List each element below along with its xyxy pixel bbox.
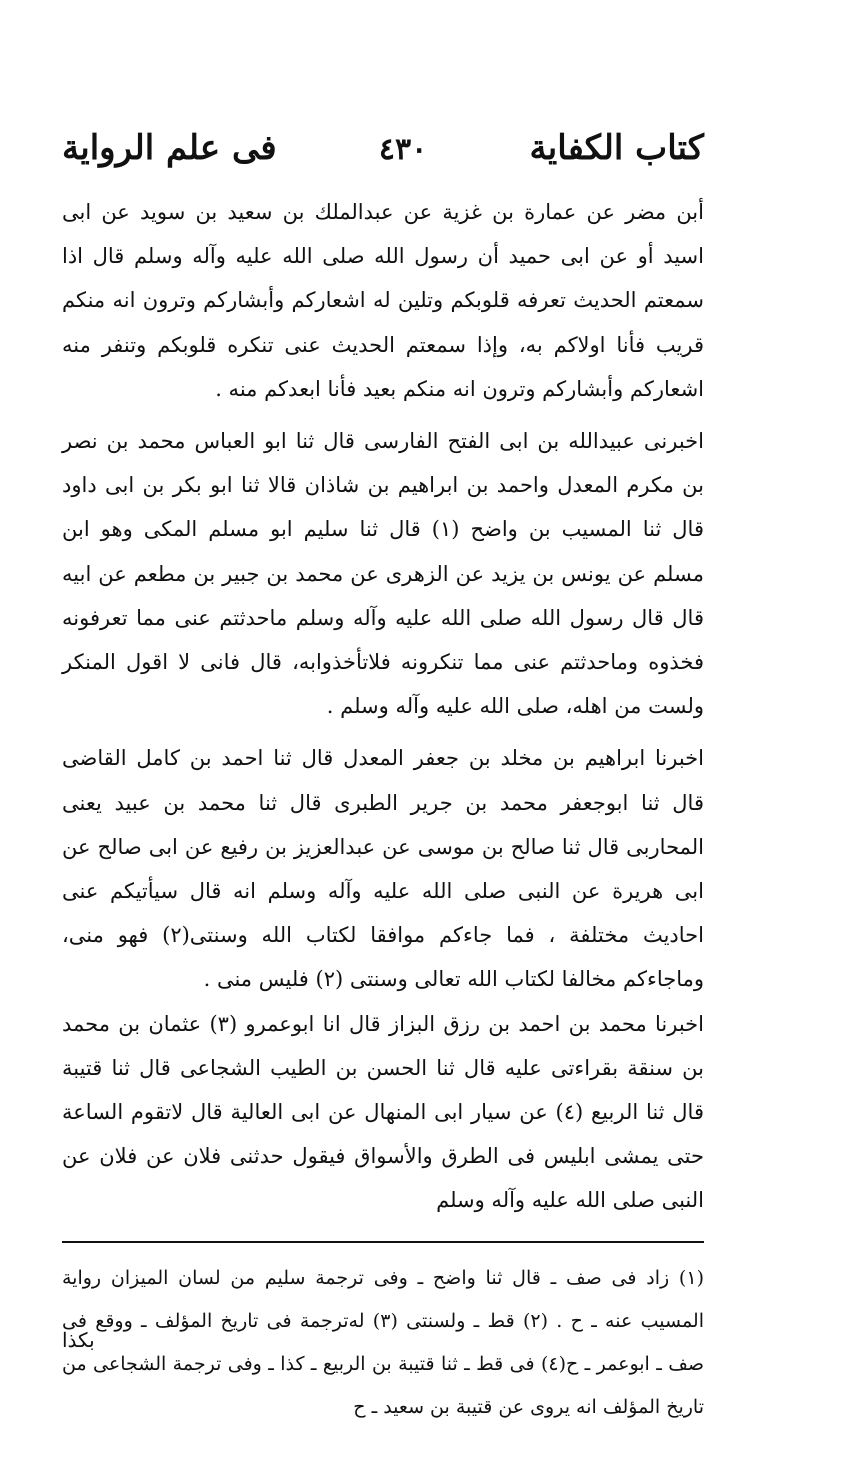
book-title: كتاب الكفاية bbox=[529, 128, 704, 168]
subject-title: فى علم الرواية bbox=[62, 128, 277, 168]
footnote-divider bbox=[62, 1241, 704, 1243]
paragraph: أبن مضر عن عمارة بن غزية عن عبدالملك بن سعيد بن سويد عن ابى اسيد أو عن ابى حميد أن رسول الله صلى الله عليه وآله وسلم قال اذا سمعتم الحديث تعرفه قلوبكم وتلين له اشعاركم وأبشاركم وترون انه منكم قريب فأنا اولاكم به، وإذا سمعتم الحديث عنى تنكره قلوبكم وتنفر منه اشعاركم وأبشاركم وترون انه منكم بعيد فأنا ابعدكم منه . bbox=[62, 200, 704, 401]
footnotes bbox=[62, 1257, 704, 1429]
main-text bbox=[62, 190, 704, 1223]
paragraph: اخبرنا ابراهيم بن مخلد بن جعفر المعدل قال ثنا احمد بن كامل القاضى قال ثنا ابوجعفر محمد بن جرير الطبرى قال ثنا محمد بن عبيد يعنى المحاربى قال ثنا صالح بن موسى عن عبدالعزيز بن رفيع عن ابى صالح عن ابى هريرة عن النبى صلى الله عليه وآله وسلم انه قال سيأتيكم عنى احاديث مختلفة ، فما جاءكم موافقا لكتاب الله وسنتى(٢) فهو منى، وماجاءكم مخالفا لكتاب الله تعالى وسنتى (٢) فليس منى . bbox=[62, 746, 704, 992]
footnote: (١) زاد فى صف ـ قال ثنا واضح ـ وفى ترجمة سليم من لسان الميزان رواية المسيب عنه ـ ح . (٢) قط ـ ولسنتى (٣) لەترجمة فى تاريخ المؤلف ـ ووقع فى صف ـ ابوعمر ـ ح(٤) فى قط ـ ثنا قتيبة بن الربيع ـ كذا ـ وفى ترجمة الشجاعى من تاريخ المؤلف انه يروى عن قتيبة بن سعيد ـ ح bbox=[62, 1266, 705, 1418]
running-header bbox=[62, 128, 704, 190]
page-number: ٤٣٠ bbox=[378, 132, 428, 167]
paragraph: اخبرنى عبيدالله بن ابى الفتح الفارسى قال ثنا ابو العباس محمد بن نصر بن مكرم المعدل واحمد بن ابراهيم بن شاذان قالا ثنا ابو بكر بن ابى داود قال ثنا المسيب بن واضح (١) قال ثنا سليم ابو مسلم المكى وهو ابن مسلم عن يونس بن يزيد عن الزهرى عن محمد بن جبير بن مطعم عن ابيه قال قال رسول الله صلى الله عليه وآله وسلم ماحدثتم عنى مما تعرفونه فخذوه وماحدثتم عنى مما تنكرونه فلاتأخذوابه، قال فانى لا اقول المنكر ولست من اهله، صلى الله عليه وآله وسلم . bbox=[62, 429, 704, 719]
book-page bbox=[62, 128, 704, 1429]
paragraph: اخبرنا محمد بن احمد بن رزق البزاز قال انا ابوعمرو (٣) عثمان بن محمد بن سنقة بقراءتى عليه قال ثنا الحسن بن الطيب الشجاعى قال ثنا قتيبة قال ثنا الربيع (٤) عن سيار ابى المنهال عن ابى العالية قال لاتقوم الساعة حتى يمشى ابليس فى الطرق والأسواق فيقول حدثنى فلان عن فلان عن النبى صلى الله عليه وآله وسلم bbox=[62, 1011, 704, 1213]
catchword: بكذا bbox=[62, 1328, 95, 1352]
